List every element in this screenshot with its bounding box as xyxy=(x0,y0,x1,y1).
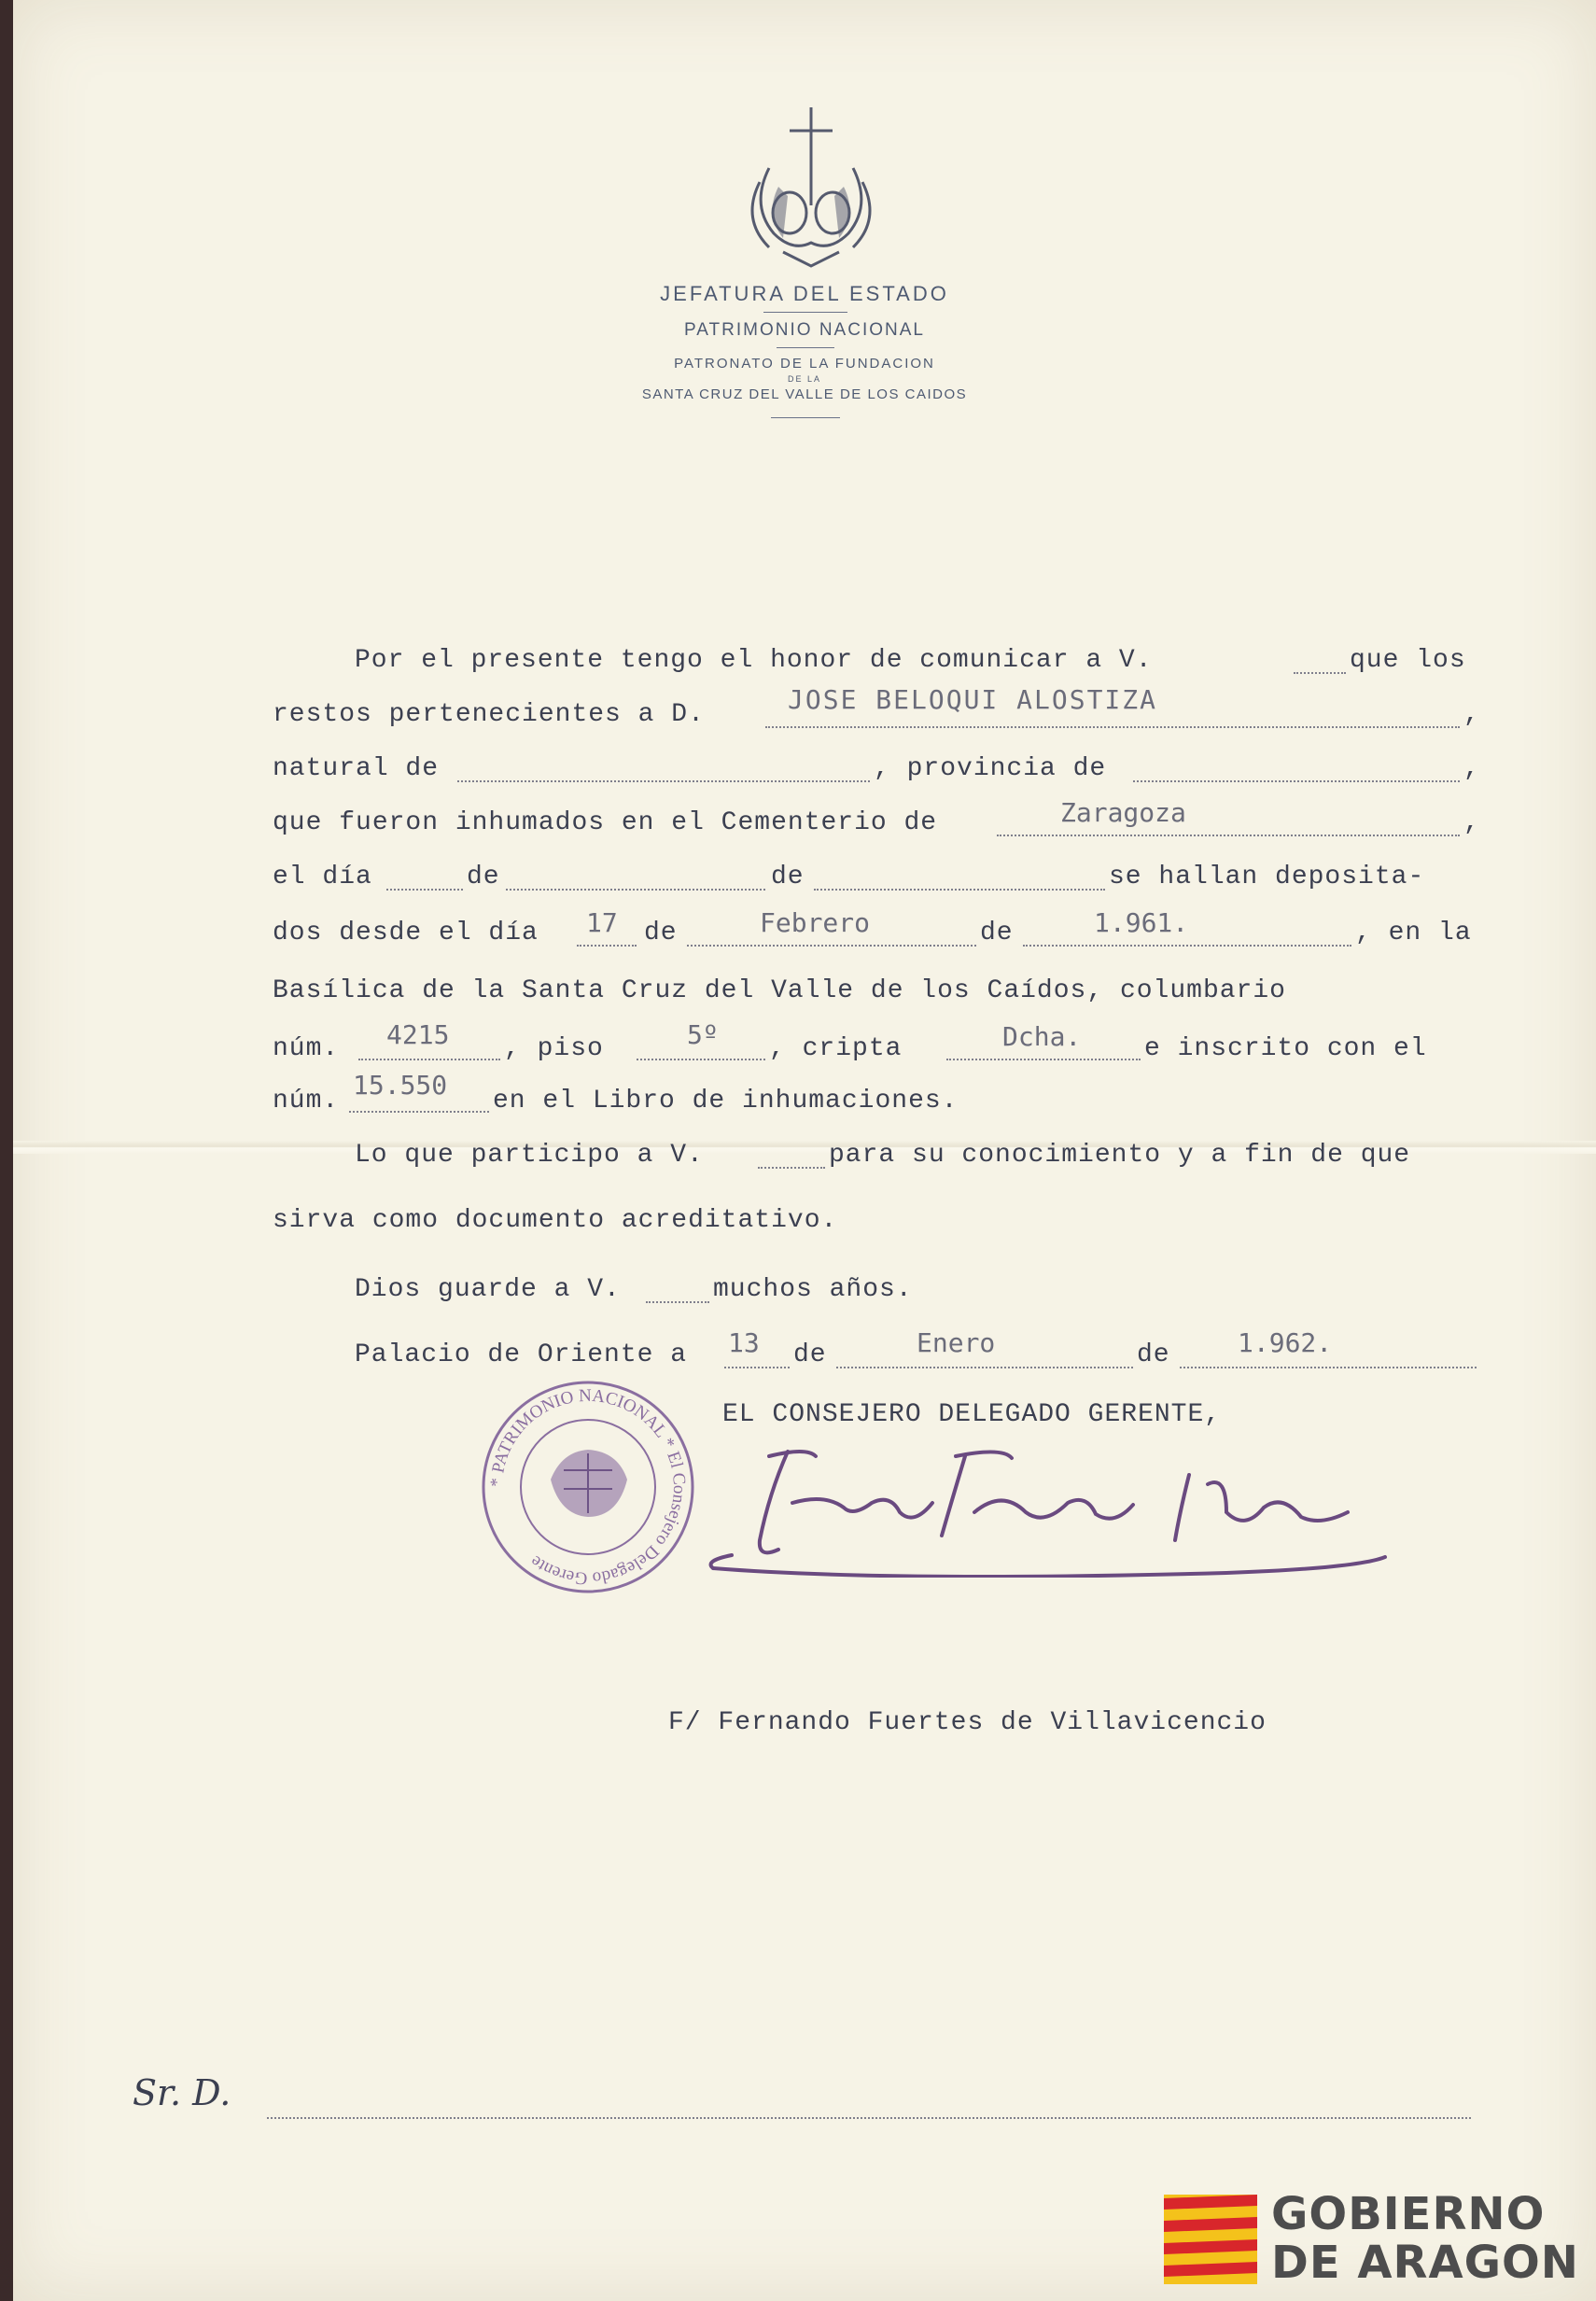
comma: , xyxy=(1463,700,1480,729)
body-line-3b: , provincia de xyxy=(874,754,1107,783)
body-line-6c: de xyxy=(980,919,1014,947)
comma: , xyxy=(1463,808,1480,837)
document-page xyxy=(13,0,1596,2301)
deposit-day: 17 xyxy=(586,907,618,938)
body-line-5a: el día xyxy=(273,863,372,891)
body-line-6a: dos desde el día xyxy=(273,919,539,947)
body-line-5d: se hallan deposita- xyxy=(1109,863,1425,891)
body-line-7: Basílica de la Santa Cruz del Valle de los Caídos, columbario xyxy=(273,976,1286,1005)
columbarium-number: 4215 xyxy=(386,1019,450,1050)
letterhead-line-3: PATRONATO DE LA FUNDACION xyxy=(674,356,935,372)
body-line-12a: Dios guarde a V. xyxy=(355,1275,621,1304)
body-line-3a: natural de xyxy=(273,754,440,783)
comma: , xyxy=(1463,754,1480,783)
cemetery-name: Zaragoza xyxy=(1060,797,1186,828)
body-line-13c: de xyxy=(1137,1340,1170,1369)
crypt-side: Dcha. xyxy=(1002,1021,1082,1052)
body-line-10b: para su conocimiento y a fin de que xyxy=(829,1141,1411,1170)
signer-title: EL CONSEJERO DELEGADO GERENTE, xyxy=(722,1400,1222,1429)
sign-month: Enero xyxy=(917,1327,996,1358)
stamp-text: * PATRIMONIO NACIONAL * El Consejero Delegado Gerente xyxy=(486,1385,690,1589)
crest-emblem xyxy=(732,103,890,271)
body-line-9b: en el Libro de inhumaciones. xyxy=(493,1087,959,1115)
deposit-month: Febrero xyxy=(760,907,871,938)
sign-year: 1.962. xyxy=(1238,1327,1333,1358)
addressee-label: Sr. D. xyxy=(133,2072,231,2113)
body-line-6b: de xyxy=(644,919,678,947)
logo-line-1: GOBIERNO xyxy=(1271,2188,1546,2240)
body-line-8b: , piso xyxy=(504,1034,604,1063)
floor-number: 5º xyxy=(687,1019,719,1050)
register-number: 15.550 xyxy=(353,1070,448,1101)
body-line-5c: de xyxy=(771,863,805,891)
deceased-name: JOSE BELOQUI ALOSTIZA xyxy=(788,684,1158,715)
aragon-flag-icon xyxy=(1164,2195,1257,2284)
letterhead-line-2: PATRIMONIO NACIONAL xyxy=(684,320,925,340)
body-line-8c: , cripta xyxy=(769,1034,903,1063)
body-line-5b: de xyxy=(467,863,500,891)
logo-line-2: DE ARAGON xyxy=(1271,2237,1579,2289)
body-line-13b: de xyxy=(793,1340,827,1369)
body-line-12b: muchos años. xyxy=(713,1275,913,1304)
body-line-13a: Palacio de Oriente a xyxy=(355,1340,688,1369)
signer-name: F/ Fernando Fuertes de Villavicencio xyxy=(668,1708,1267,1737)
body-line-11: sirva como documento acreditativo. xyxy=(273,1206,838,1235)
deposit-year: 1.961. xyxy=(1094,907,1189,938)
body-line-4: que fueron inhumados en el Cementerio de xyxy=(273,808,938,837)
letterhead-line-3b: DE LA xyxy=(787,374,821,384)
body-line-10a: Lo que participo a V. xyxy=(355,1141,704,1170)
handwritten-signature xyxy=(704,1438,1394,1578)
letterhead-line-4: SANTA CRUZ DEL VALLE DE LOS CAIDOS xyxy=(641,386,968,402)
body-line-1: Por el presente tengo el honor de comunicar a V. xyxy=(355,646,1153,675)
official-stamp xyxy=(478,1377,698,1597)
body-line-8a: núm. xyxy=(273,1034,340,1063)
body-line-9a: núm. xyxy=(273,1087,340,1115)
body-line-8d: e inscrito con el xyxy=(1144,1034,1427,1063)
body-line-2: restos pertenecientes a D. xyxy=(273,700,705,729)
sign-day: 13 xyxy=(728,1327,760,1358)
letterhead-line-1: JEFATURA DEL ESTADO xyxy=(660,282,949,305)
body-line-1-end: que los xyxy=(1350,646,1466,675)
body-line-6d: , en la xyxy=(1355,919,1472,947)
